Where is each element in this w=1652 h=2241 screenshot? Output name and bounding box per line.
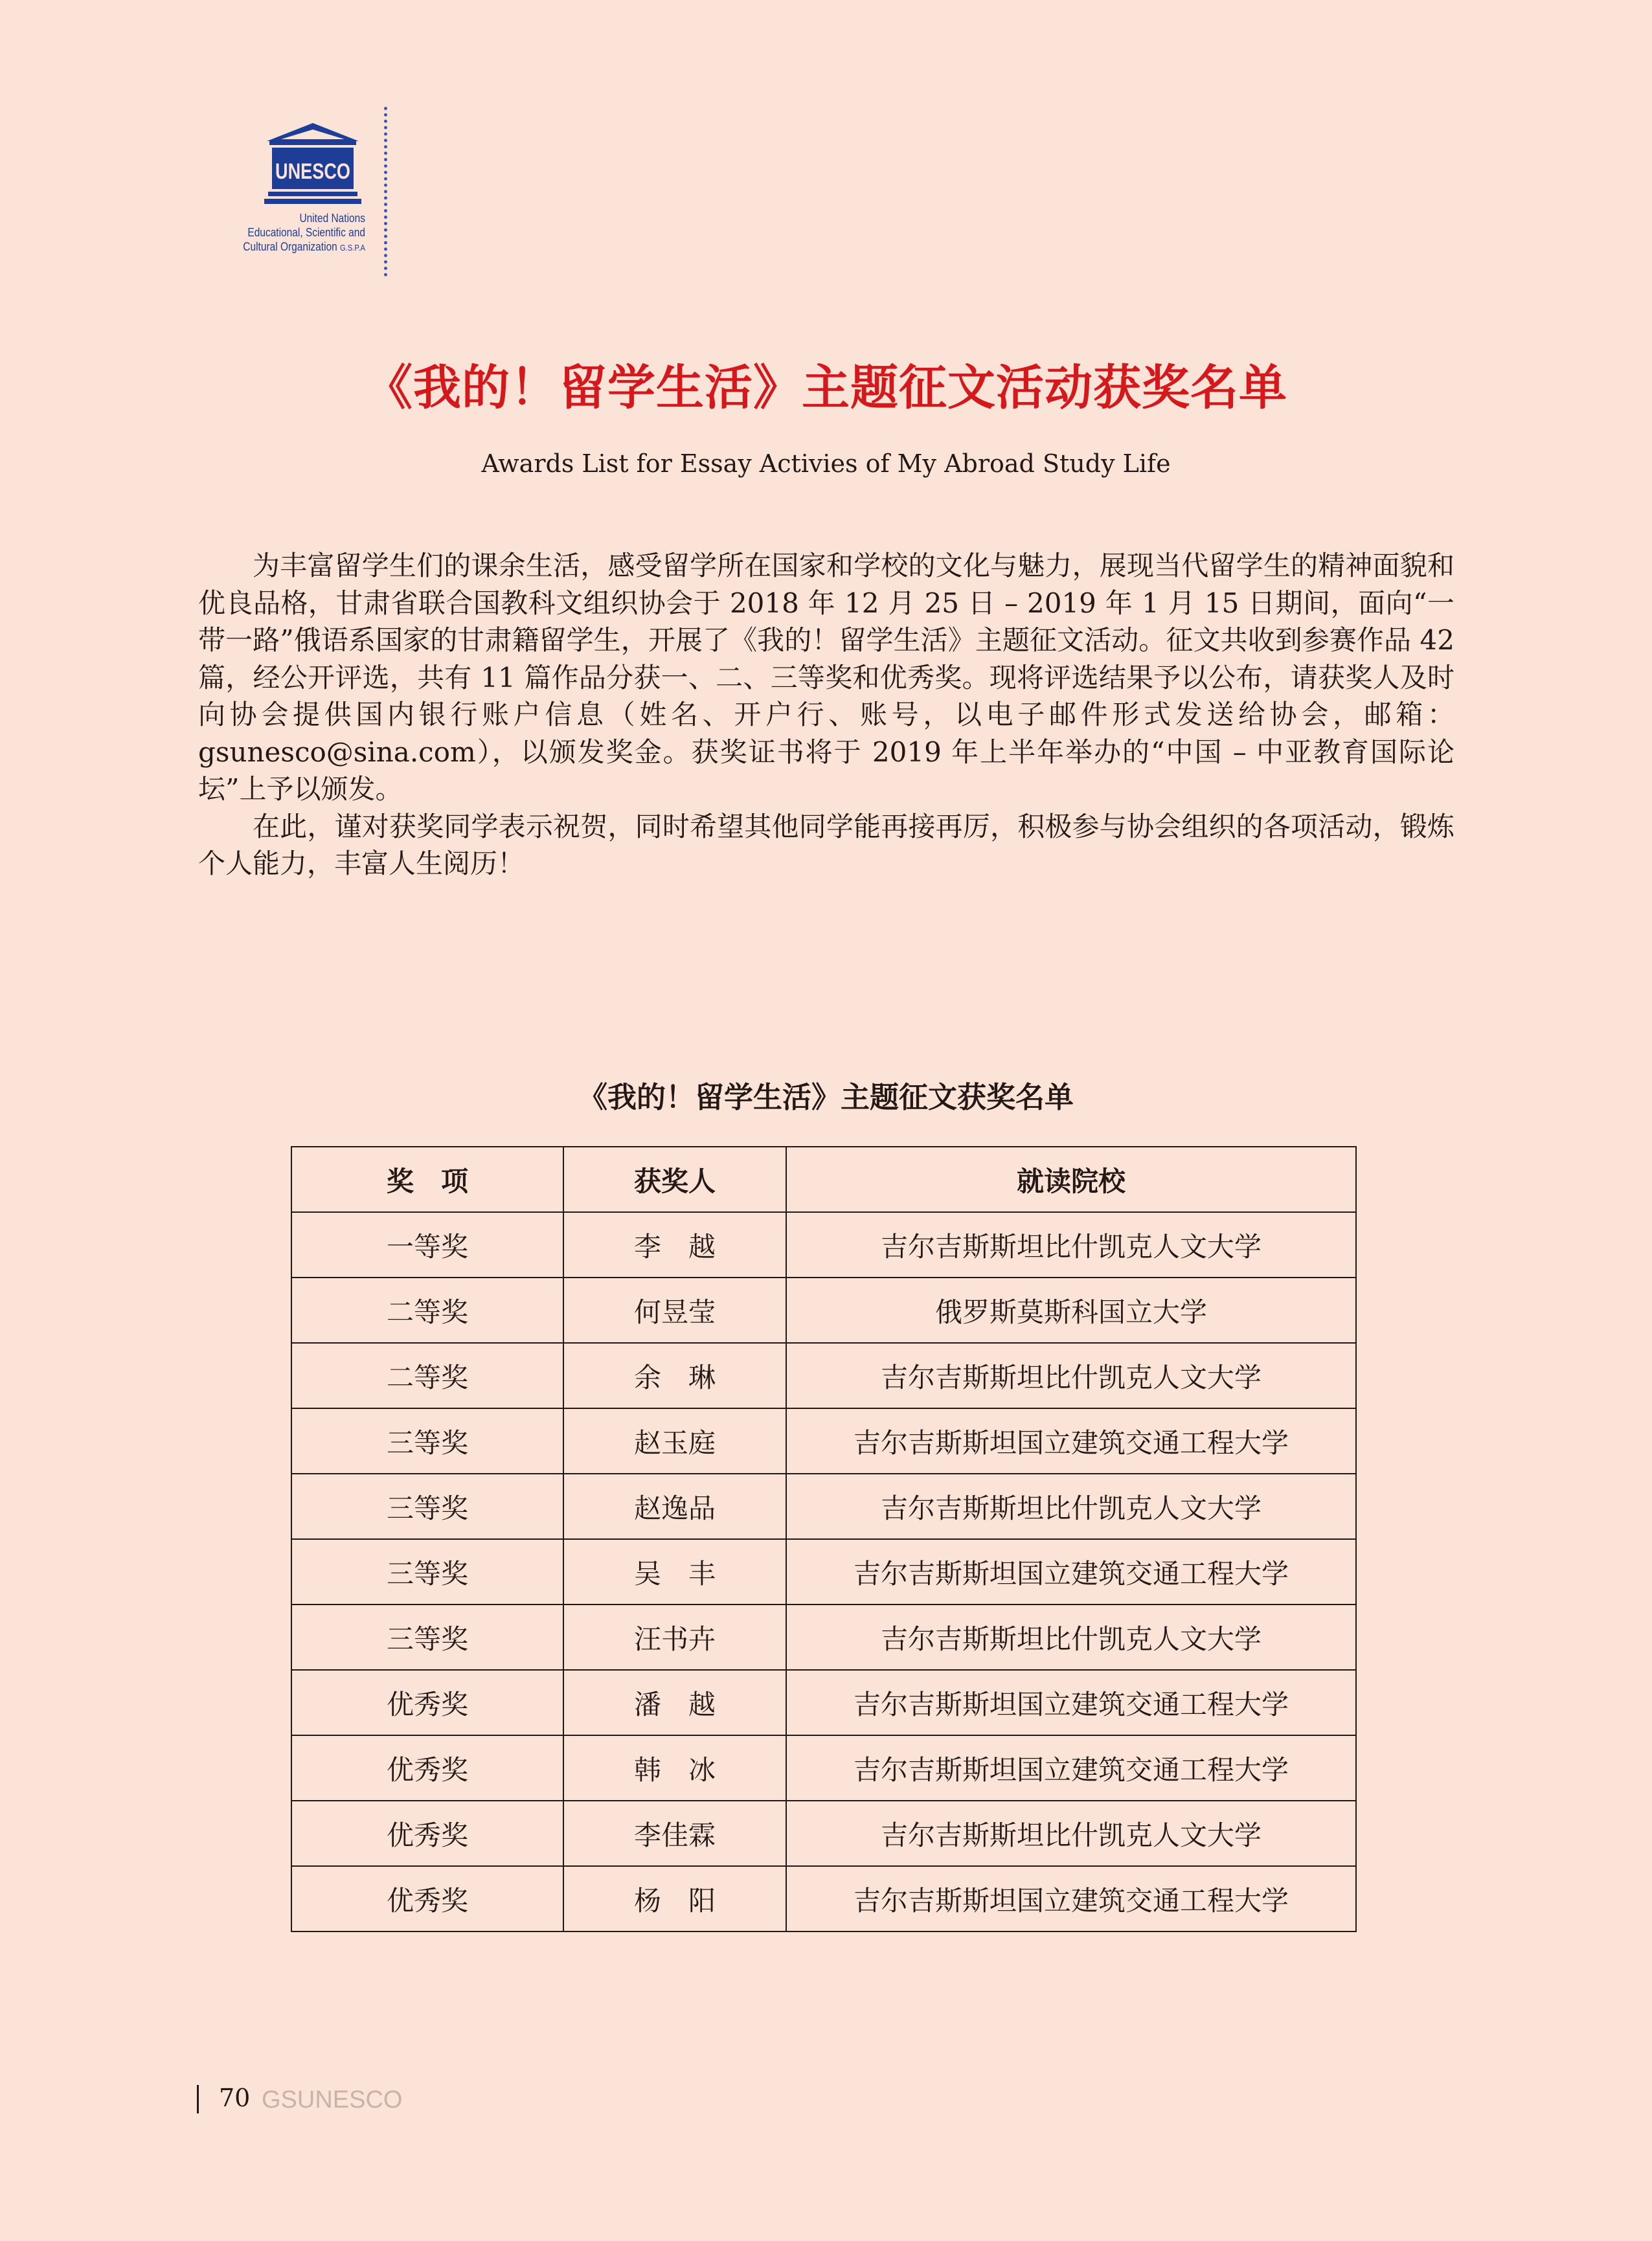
school-cell: 吉尔吉斯斯坦比什凯克人文大学 (786, 1801, 1356, 1866)
school-cell: 吉尔吉斯斯坦比什凯克人文大学 (786, 1343, 1356, 1408)
paragraph-2: 在此，谨对获奖同学表示祝贺，同时希望其他同学能再接再厉，积极参与协会组织的各项活动，锻炼个人能力，丰富人生阅历！ (198, 810, 1454, 879)
winner-cell: 汪书卉 (563, 1605, 786, 1670)
unesco-logo (194, 104, 389, 278)
winner-cell: 余 琳 (563, 1343, 786, 1408)
table-title: 《我的！留学生活》主题征文获奖名单 (578, 1080, 1074, 1114)
school-cell: 吉尔吉斯斯坦国立建筑交通工程大学 (786, 1408, 1356, 1474)
winner-cell: 李佳霖 (563, 1801, 786, 1866)
body-text (198, 547, 1454, 883)
winner-cell: 吴 丰 (563, 1539, 786, 1605)
winner-cell: 何昱莹 (563, 1278, 786, 1343)
awards-table (291, 1146, 1357, 1932)
table-row (291, 1408, 1356, 1474)
award-cell: 三等奖 (291, 1539, 563, 1605)
table-row (291, 1343, 1356, 1408)
caption-suffix: G.S.P.A (340, 243, 365, 253)
winner-cell: 杨 阳 (563, 1866, 786, 1931)
award-cell: 二等奖 (291, 1278, 563, 1343)
school-cell: 吉尔吉斯斯坦国立建筑交通工程大学 (786, 1735, 1356, 1801)
school-cell: 吉尔吉斯斯坦国立建筑交通工程大学 (786, 1670, 1356, 1735)
table-row (291, 1212, 1356, 1278)
header-school: 就读院校 (786, 1147, 1356, 1212)
footer-brand: GSUNESCO (262, 2086, 403, 2113)
unesco-caption (187, 211, 365, 255)
award-cell: 三等奖 (291, 1474, 563, 1539)
school-cell: 吉尔吉斯斯坦比什凯克人文大学 (786, 1605, 1356, 1670)
award-cell: 优秀奖 (291, 1670, 563, 1735)
table-header-row (291, 1147, 1356, 1212)
table-row (291, 1605, 1356, 1670)
table-row (291, 1278, 1356, 1343)
table-row (291, 1866, 1356, 1931)
page-subtitle: Awards List for Essay Activies of My Abroad Study Life (481, 449, 1171, 478)
school-cell: 吉尔吉斯斯坦比什凯克人文大学 (786, 1212, 1356, 1278)
award-cell: 优秀奖 (291, 1801, 563, 1866)
footer-bar (197, 2085, 199, 2113)
header-winner: 获奖人 (563, 1147, 786, 1212)
winner-cell: 潘 越 (563, 1670, 786, 1735)
winner-cell: 赵玉庭 (563, 1408, 786, 1474)
school-cell: 吉尔吉斯斯坦国立建筑交通工程大学 (786, 1866, 1356, 1931)
caption-line-3-text: Cultural Organization (243, 240, 337, 253)
page-number: 70 (219, 2084, 251, 2112)
award-cell: 二等奖 (291, 1343, 563, 1408)
award-cell: 一等奖 (291, 1212, 563, 1278)
table-row (291, 1539, 1356, 1605)
award-cell: 优秀奖 (291, 1866, 563, 1931)
page-title: 《我的！留学生活》主题征文活动获奖名单 (365, 360, 1287, 416)
winner-cell: 李 越 (563, 1212, 786, 1278)
paragraph-1: 为丰富留学生们的课余生活，感受留学所在国家和学校的文化与魅力，展现当代留学生的精神面貌和优良品格，甘肃省联合国教科文组织协会于 2018 年 12 月 25 日 – 2019 年 1 月 15 日期间，面向“一带一路”俄语系国家的甘肃籍留学生，开展了《我的！留学生活》主题征文活动。征文共收到参赛作品 42 篇，经公开评选，共有 11 篇作品分获一、二、三等奖和优秀奖。现将评选结果予以公布，请获奖人及时向协会提供国内银行账户信息（姓名、开户行、账号，以电子邮件形式发送给协会，邮箱：gsunesco@sina.com），以颁发奖金。获奖证书将于 2019 年上半年举办的“中国 – 中亚教育国际论坛”上予以颁发。 (198, 550, 1454, 805)
header-award: 奖 项 (291, 1147, 563, 1212)
caption-line-3 (187, 240, 365, 255)
dotted-divider (384, 107, 387, 276)
unesco-wordmark: UNESCO (275, 159, 350, 184)
award-cell: 优秀奖 (291, 1735, 563, 1801)
winner-cell: 赵逸品 (563, 1474, 786, 1539)
school-cell: 俄罗斯莫斯科国立大学 (786, 1278, 1356, 1343)
table-row (291, 1670, 1356, 1735)
table-row (291, 1735, 1356, 1801)
school-cell: 吉尔吉斯斯坦国立建筑交通工程大学 (786, 1539, 1356, 1605)
award-cell: 三等奖 (291, 1605, 563, 1670)
caption-line-1: United Nations (299, 212, 365, 225)
award-cell: 三等奖 (291, 1408, 563, 1474)
table-row (291, 1801, 1356, 1866)
caption-line-2: Educational, Scientific and (247, 226, 365, 239)
table-row (291, 1474, 1356, 1539)
unesco-temple-logo (264, 122, 361, 205)
school-cell: 吉尔吉斯斯坦比什凯克人文大学 (786, 1474, 1356, 1539)
winner-cell: 韩 冰 (563, 1735, 786, 1801)
